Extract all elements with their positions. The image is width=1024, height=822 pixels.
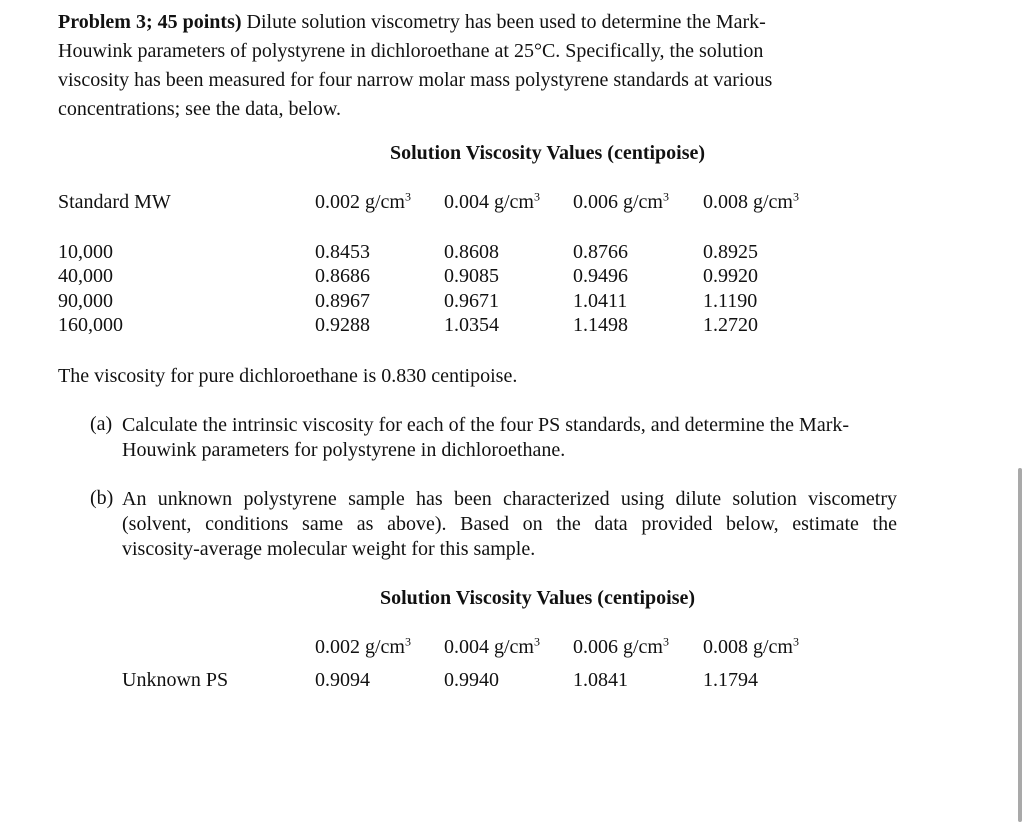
table1-cell: 0.8766 bbox=[573, 241, 628, 263]
table1-row-mw: 10,000 bbox=[58, 241, 113, 263]
table1-row-header: Standard MW bbox=[58, 191, 171, 213]
table2-col-header-4: 0.008 $g/cm^3$ bbox=[703, 634, 799, 658]
table1-cell: 0.8686 bbox=[315, 265, 370, 287]
table2-cell: 1.1794 bbox=[703, 669, 758, 691]
table1-cell: 1.1498 bbox=[573, 314, 628, 336]
table1-col-header-1: 0.002 $g/cm^3$ bbox=[315, 189, 411, 213]
part-a-label: (a) bbox=[90, 413, 113, 435]
part-b-text: An unknown polystyrene sample has been characterized using dilute solution viscometry (solvent, conditions same as above). Based on the data provided below, estimate the viscosity-average molecular weight for this sample. bbox=[122, 488, 897, 560]
table1-row-mw: 160,000 bbox=[58, 314, 123, 336]
table1-cell: 0.9288 bbox=[315, 314, 370, 336]
intro-line-1: Problem 3; 45 points) Dilute solution viscometry has been used to determine the Mark- bbox=[58, 11, 766, 33]
table1-cell: 1.0354 bbox=[444, 314, 499, 336]
table2-col-header-2: 0.004 $g/cm^3$ bbox=[444, 634, 540, 658]
table1-cell: 0.9085 bbox=[444, 265, 499, 287]
table1-row-mw: 90,000 bbox=[58, 290, 113, 312]
solvent-viscosity-note: The viscosity for pure dichloroethane is 0.830 centipoise. bbox=[58, 365, 518, 387]
table2-cell: 0.9940 bbox=[444, 669, 499, 691]
table2-title: Solution Viscosity Values (centipoise) bbox=[380, 587, 696, 609]
table2-col-header-1: 0.002 $g/cm^3$ bbox=[315, 634, 411, 658]
table2-cell: 1.0841 bbox=[573, 669, 628, 691]
table1-cell: 0.8925 bbox=[703, 241, 758, 263]
problem-intro bbox=[58, 8, 858, 124]
vertical-scrollbar[interactable] bbox=[1018, 468, 1022, 822]
table1-cell: 0.9671 bbox=[444, 290, 499, 312]
table1-cell: 1.1190 bbox=[703, 290, 758, 312]
table1-cell: 1.2720 bbox=[703, 314, 758, 336]
table1-cell: 1.0411 bbox=[573, 290, 628, 312]
table1-col-header-3: 0.006 $g/cm^3$ bbox=[573, 189, 669, 213]
table1-title: Solution Viscosity Values (centipoise) bbox=[390, 142, 706, 164]
table2-row-label: Unknown PS bbox=[122, 669, 229, 691]
table2-col-header-3: 0.006 $g/cm^3$ bbox=[573, 634, 669, 658]
table1-col-header-2: 0.004 $g/cm^3$ bbox=[444, 189, 540, 213]
table1-cell: 0.9920 bbox=[703, 265, 758, 287]
table1-col-header-4: 0.008 $g/cm^3$ bbox=[703, 189, 799, 213]
table1-row-mw: 40,000 bbox=[58, 265, 113, 287]
table1-cell: 0.8967 bbox=[315, 290, 370, 312]
table1-cell: 0.8608 bbox=[444, 241, 499, 263]
table2-cell: 0.9094 bbox=[315, 669, 370, 691]
intro-line-2: Houwink parameters of polystyrene in dichloroethane at 25°C. Specifically, the solution bbox=[58, 40, 764, 62]
part-a-text: Calculate the intrinsic viscosity for each of the four PS standards, and determine the Mark- Houwink parameters for polystyrene in dichloroethane. bbox=[122, 414, 850, 461]
problem-heading: Problem 3; 45 points) bbox=[58, 11, 242, 33]
part-b-label: (b) bbox=[90, 487, 114, 509]
table1-cell: 0.9496 bbox=[573, 265, 628, 287]
intro-line-3: viscosity has been measured for four narrow molar mass polystyrene standards at various bbox=[58, 69, 773, 91]
intro-line-4: concentrations; see the data, below. bbox=[58, 98, 342, 120]
table1-cell: 0.8453 bbox=[315, 241, 370, 263]
